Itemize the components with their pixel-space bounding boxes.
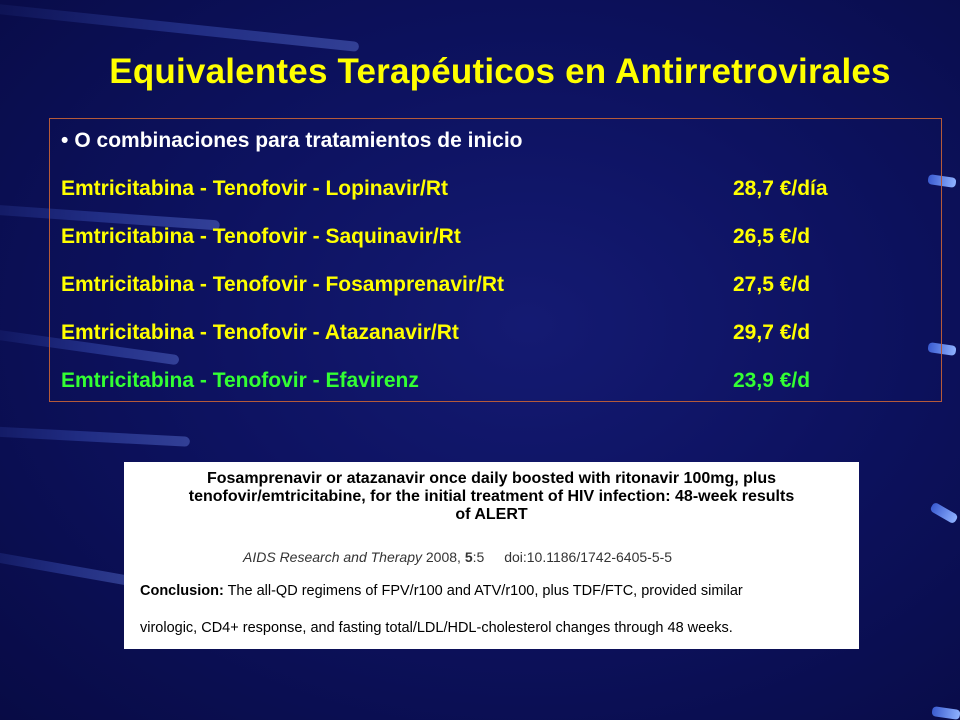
edge-streak-mark: [931, 706, 960, 720]
journal-name: AIDS Research and Therapy: [243, 549, 422, 565]
bullet-icon: •: [61, 129, 69, 152]
article-title-line: Fosamprenavir or atazanavir once daily boosted with ritonavir 100mg, plus: [206, 470, 777, 487]
regimen-price: 26,5 €/d: [733, 225, 811, 248]
intro-line: [61, 129, 522, 153]
journal-volume: 5: [464, 549, 473, 565]
background-streak: [0, 0, 359, 52]
regimen-panel: [49, 118, 942, 402]
journal-issue: :5: [472, 549, 485, 565]
article-doi: doi:10.1186/1742-6405-5-5: [504, 549, 673, 565]
journal-year: 2008,: [425, 549, 461, 565]
conclusion-label: Conclusion:: [140, 583, 224, 599]
conclusion-continuation: virologic, CD4+ response, and fasting total/LDL/HDL-cholesterol changes through 48 weeks.: [140, 620, 733, 636]
regimen-price: 27,5 €/d: [733, 273, 811, 296]
background-streak: [0, 423, 190, 447]
background-streak: [0, 543, 139, 588]
article-citation: [243, 549, 672, 565]
regimen-drugs: Emtricitabina - Tenofovir - Fosamprenavir/Rt: [61, 273, 505, 296]
article-title-line: tenofovir/emtricitabine, for the initial treatment of HIV infection: 48-week results: [188, 488, 795, 505]
article-abstract-image: [124, 462, 859, 649]
regimen-drugs: Emtricitabina - Tenofovir - Atazanavir/Rt: [61, 321, 459, 344]
article-title: [124, 470, 859, 524]
article-title-line: of ALERT: [455, 506, 528, 523]
regimen-price: 29,7 €/d: [733, 321, 811, 344]
conclusion-line: [140, 580, 852, 602]
regimen-price: 28,7 €/día: [733, 177, 828, 200]
conclusion-text: The all-QD regimens of FPV/r100 and ATV/r100, plus TDF/FTC, provided similar: [227, 583, 743, 599]
edge-streak-mark: [929, 502, 958, 525]
regimen-drugs: Emtricitabina - Tenofovir - Efavirenz: [61, 369, 419, 392]
regimen-drugs: Emtricitabina - Tenofovir - Saquinavir/Rt: [61, 225, 461, 248]
intro-text: O combinaciones para tratamientos de inicio: [74, 129, 523, 152]
regimen-drugs: Emtricitabina - Tenofovir - Lopinavir/Rt: [61, 177, 448, 200]
slide-title: Equivalentes Terapéuticos en Antirretrovirales: [109, 52, 891, 91]
regimen-price: 23,9 €/d: [733, 369, 811, 392]
